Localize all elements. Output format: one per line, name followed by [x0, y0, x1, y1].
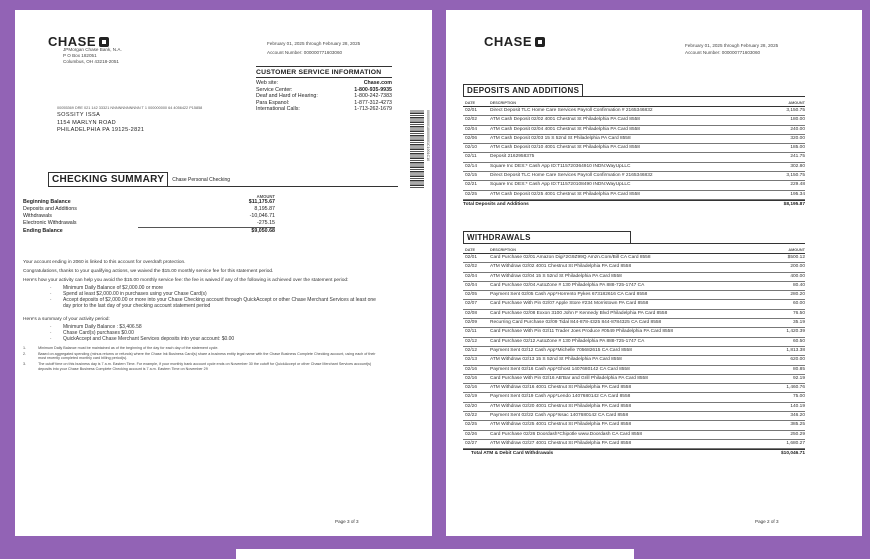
- checking-summary-table: [23, 194, 275, 235]
- table-row: [463, 263, 805, 272]
- amount-cell: 140.19: [790, 403, 805, 409]
- description-cell: Direct Deposit TLC Home Care Services Payroll Confirmation # 2165346832: [490, 108, 653, 113]
- chase-logo: [484, 34, 545, 49]
- table-row: [463, 282, 805, 291]
- amount-column-header: AMOUNT: [256, 194, 275, 199]
- footnote: [23, 352, 383, 361]
- date-cell: 02/05: [465, 292, 478, 298]
- summary-label: Deposits and Additions: [23, 206, 77, 212]
- statement-period: February 01, 2025 through February 28, 2025: [685, 43, 779, 48]
- csi-value: 1-713-262-1679: [354, 106, 392, 113]
- withdrawal-rows: [463, 254, 805, 449]
- description-header: DESCRIPTION: [490, 101, 516, 105]
- csi-value: 1-800-935-9935: [354, 86, 392, 93]
- amount-cell: 92.19: [792, 375, 805, 381]
- description-cell: Card Purchase With Pin 02/11 Trader Joes Produce #0549 Philadelphia PA Card 8558: [490, 329, 674, 335]
- bank-address-line: P O Box 182051: [63, 53, 97, 58]
- fee-waiver-note: Congratulations, thanks to your qualifying actions, we waived the $15.00 monthly service fee for this statement period.: [23, 269, 274, 275]
- date-cell: 02/19: [465, 394, 478, 400]
- avoid-fee-item: · Accept deposits of $2,000.00 or more into your Chase Checking account through QuickAccept or other Chase Merchant Services at least one day prior to the last day of your checking account statement period: [63, 297, 383, 309]
- table-row: [463, 328, 805, 337]
- total-value: $8,195.87: [783, 201, 805, 207]
- date-cell: 02/21: [465, 182, 478, 188]
- description-cell: ATM Cash Deposit 02/10 4001 Chestnut St Philadelphia PA Card 8558: [490, 145, 640, 151]
- checking-summary-title: CHECKING SUMMARY: [48, 172, 168, 187]
- statement-page-3: [15, 10, 432, 536]
- page-number: Page 2 of 3: [755, 519, 779, 524]
- amount-cell: 60.50: [792, 338, 805, 344]
- date-cell: 02/25: [465, 422, 478, 428]
- amount-cell: 280.20: [790, 292, 805, 298]
- amount-cell: 620.00: [790, 357, 805, 363]
- summary-label: Electronic Withdrawals: [23, 220, 77, 226]
- table-row: [463, 338, 805, 347]
- description-cell: Card Purchase 02/26 Doordash*Chipotle www.Doordash CA Card 8558: [490, 431, 642, 437]
- table-row: [463, 144, 805, 153]
- date-cell: 02/09: [465, 320, 478, 326]
- barcode-number: 00000000180000001C1001C10: [426, 110, 430, 162]
- amount-cell: 3,150.75: [786, 108, 805, 113]
- activity-item: · Minimum Daily Balance : $3,406.58: [63, 324, 383, 330]
- checking-summary-header: [48, 172, 398, 187]
- footnote-text: The cutoff time on this business day is 7 a.m. Eastern Time. For example, if your monthly bank account cycle ends on November 30 the cutoff for QuickAccept or other Chase Merchant Services account(s) deposits into your Chase Business Complete Checking account is 7 a.m. Eastern Time on November 29: [38, 362, 372, 371]
- bank-address-line: Columbus, OH 43218-2051: [63, 59, 119, 64]
- amount-cell: 185.00: [790, 145, 805, 151]
- activity-item: · Chase Card(s) purchases $0.00: [63, 330, 383, 336]
- avoid-fee-item: · Minimum Daily Balance of $2,000.00 or more: [63, 285, 383, 291]
- table-row: [463, 393, 805, 402]
- date-cell: 02/26: [465, 431, 478, 437]
- table-row: [463, 107, 805, 116]
- barcode: [410, 110, 424, 188]
- summary-value: $9,050.68: [251, 228, 275, 234]
- description-cell: Payment Sent 02/05 Cash App*Horrento Pykes 673182616 CA Card 8558: [490, 292, 648, 298]
- table-row: [463, 384, 805, 393]
- table-row: [463, 181, 805, 190]
- description-cell: ATM Cash Deposit 02/03 15 S 52nd St Philadelphia PA Card 8558: [490, 135, 631, 141]
- table-header: [463, 247, 805, 254]
- page-number: Page 3 of 3: [335, 519, 359, 524]
- total-label: Total Deposits and Additions: [463, 201, 529, 207]
- description-cell: Payment Sent 02/16 Cash App*Ghost 1407680142 CA Card 8558: [490, 366, 630, 372]
- date-cell: 02/16: [465, 375, 478, 381]
- date-cell: 02/25: [465, 191, 478, 197]
- date-header: DATE: [465, 248, 476, 252]
- table-row: [463, 126, 805, 135]
- footnote: [23, 362, 383, 371]
- date-cell: 02/01: [465, 255, 478, 260]
- table-row: [463, 375, 805, 384]
- amount-cell: 346.20: [790, 413, 805, 419]
- customer-service-title: CUSTOMER SERVICE INFORMATION: [256, 67, 392, 78]
- date-cell: 02/04: [465, 273, 478, 279]
- date-cell: 02/04: [465, 282, 478, 288]
- withdrawals-table: [463, 247, 805, 457]
- table-row: [463, 191, 805, 200]
- footnote-text: Minimum Daily Balance must be maintained as of the beginning of the day for each day of the statement cycle.: [38, 346, 219, 351]
- amount-cell: 1,680.27: [786, 440, 805, 446]
- account-number: Account Number: 000000771603060: [267, 50, 343, 55]
- date-cell: 02/11: [465, 154, 477, 160]
- csi-label: International Calls:: [256, 106, 300, 113]
- description-cell: Payment Sent 02/19 Cash App*Lendo 1407680142 CA Card 8558: [490, 394, 631, 400]
- statement-period-header: [267, 40, 360, 56]
- amount-cell: 200.00: [790, 264, 805, 270]
- chase-wordmark: CHASE: [48, 34, 97, 49]
- amount-cell: 250.29: [790, 431, 805, 437]
- table-row: [463, 431, 805, 440]
- date-cell: 02/16: [465, 385, 478, 391]
- total-label: Total ATM & Debit Card Withdrawals: [471, 451, 554, 457]
- header-rule: [631, 243, 805, 244]
- amount-cell: 1,420.39: [786, 329, 805, 335]
- description-cell: ATM Withdraw 02/13 15 S 52nd St Philadelphia PA Card 8558: [490, 357, 622, 363]
- summary-label: Beginning Balance: [23, 199, 71, 205]
- amount-cell: 385.25: [790, 422, 805, 428]
- customer-name: SOSSITY ISSA: [57, 112, 101, 118]
- description-cell: ATM Cash Deposit 02/02 4001 Chestnut St Philadelphia PA Card 8558: [490, 117, 640, 123]
- amount-cell: 400.00: [790, 273, 805, 279]
- amount-cell: 240.00: [790, 126, 805, 132]
- date-cell: 02/02: [465, 117, 478, 123]
- table-row: [463, 135, 805, 144]
- bank-address-line: JPMorgan Chase Bank, N.A.: [63, 47, 122, 52]
- description-cell: ATM Withdraw 02/02 4001 Chestnut St Philadelphia PA Card 8558: [490, 264, 632, 270]
- date-cell: 02/12: [465, 347, 478, 353]
- avoid-fee-item: · Spend at least $2,000.00 in purchases using your Chase Card(s): [63, 291, 383, 297]
- activity-item: · QuickAccept and Chase Merchant Services deposits into your account: $0.00: [63, 336, 383, 342]
- table-row: [463, 116, 805, 125]
- description-cell: ATM Cash Deposit 02/25 4001 Chestnut St Philadelphia PA Card 8558: [490, 191, 640, 197]
- amount-cell: 75.00: [792, 394, 805, 400]
- table-row: [463, 291, 805, 300]
- footnotes: [23, 346, 383, 371]
- deposits-total-row: [463, 200, 805, 208]
- table-row: [463, 347, 805, 356]
- chase-website-link[interactable]: Chase.com: [363, 80, 392, 86]
- avoid-fee-intro: Here's how your activity can help you avoid the $15.00 monthly service fee: the fee is waived if any of the following is achieved over the statement period:: [23, 278, 349, 284]
- avoid-fee-list: [23, 285, 383, 310]
- summary-value: 8,195.87: [254, 206, 275, 212]
- deposits-table: [463, 100, 805, 208]
- deposits-header: [463, 84, 805, 97]
- csi-label: Para Espanol:: [256, 99, 290, 106]
- csi-label: Web site:: [256, 80, 278, 86]
- overdraft-note: Your account ending in 2060 is linked to this account for overdraft protection.: [23, 260, 186, 265]
- description-cell: ATM Withdraw 02/27 4001 Chestnut St Philadelphia PA Card 8558: [490, 440, 632, 446]
- chase-wordmark: CHASE: [484, 34, 533, 49]
- summary-row: [23, 206, 275, 213]
- table-row: [463, 412, 805, 421]
- date-cell: 02/02: [465, 264, 478, 270]
- chase-octagon-icon: [99, 37, 109, 47]
- date-cell: 02/01: [465, 108, 478, 113]
- description-cell: ATM Cash Deposit 02/04 4001 Chestnut St Philadelphia PA Card 8558: [490, 126, 640, 132]
- description-cell: Deposit 2162958375: [490, 154, 535, 160]
- summary-label: Ending Balance: [23, 228, 63, 234]
- csi-value: 1-877-312-4273: [354, 99, 392, 106]
- date-cell: 02/11: [465, 329, 477, 335]
- summary-row: [23, 199, 275, 206]
- table-row: [463, 153, 805, 162]
- footnote-number: 3.: [23, 362, 27, 367]
- mail-code: 00055369 DRE 021 142 33321 NNNNNNNNNNN T 1 000000000 64 4056422 P15858: [57, 106, 203, 110]
- deposit-rows: [463, 107, 805, 200]
- statement-page-2: [446, 10, 862, 536]
- summary-row: [23, 228, 275, 235]
- summary-value: -10,046.71: [249, 213, 275, 219]
- withdrawals-total-row: [463, 449, 805, 457]
- description-cell: ATM Withdraw 02/20 4001 Chestnut St Philadelphia PA Card 8558: [490, 403, 632, 409]
- amount-cell: 80.40: [792, 282, 805, 288]
- csi-label: Deaf and Hard of Hearing:: [256, 93, 318, 100]
- statement-notices: [23, 260, 383, 372]
- account-type: Chase Personal Checking: [168, 177, 398, 187]
- amount-cell: 35.19: [792, 320, 805, 326]
- table-row: [463, 440, 805, 449]
- amount-cell: 3,150.75: [786, 173, 805, 179]
- date-cell: 02/13: [465, 357, 478, 363]
- summary-row: [23, 220, 275, 227]
- description-cell: Recurring Card Purchase 02/09 Tidal 844-878-4325 844-8784325 CA Card 8558: [490, 320, 662, 326]
- amount-cell: 1,813.38: [786, 347, 805, 353]
- header-rule: [583, 96, 805, 97]
- table-row: [463, 421, 805, 430]
- amount-cell: 60.00: [792, 301, 805, 307]
- csi-row: [256, 80, 392, 87]
- table-row: [463, 366, 805, 375]
- amount-cell: 80.85: [792, 366, 805, 372]
- table-row: [463, 310, 805, 319]
- statement-period-header: [685, 42, 778, 56]
- table-row: [463, 254, 805, 263]
- date-cell: 02/22: [465, 413, 478, 419]
- bank-address: [63, 47, 122, 65]
- table-row: [463, 300, 805, 309]
- description-cell: Direct Deposit TLC Home Care Services Payroll Confirmation # 2165346832: [490, 173, 653, 179]
- statement-period: February 01, 2025 through February 28, 2025: [267, 41, 361, 46]
- date-cell: 02/12: [465, 338, 478, 344]
- date-cell: 02/07: [465, 301, 478, 307]
- summary-row: [23, 213, 275, 220]
- deposits-title: DEPOSITS AND ADDITIONS: [463, 84, 583, 97]
- date-cell: 02/20: [465, 403, 478, 409]
- table-header: [463, 100, 805, 107]
- customer-city: PHILADELPHIA PA 19125-2821: [57, 127, 145, 133]
- activity-list: [23, 324, 383, 343]
- description-cell: Card Purchase 02/04 AutoZone # 130 Philadelphia PA 888-725-1747 CA: [490, 282, 645, 288]
- description-cell: ATM Withdraw 02/04 15 S 52nd St Philadelphia PA Card 8558: [490, 273, 622, 279]
- amount-cell: 241.75: [790, 154, 805, 160]
- csi-value: 1-800-242-7383: [354, 93, 392, 100]
- description-cell: Card Purchase 02/08 Exxon 3100 John F Kennedy Blvd Philadelphia PA Card 8558: [490, 310, 668, 316]
- description-cell: Square Inc DES:* Cash App ID:T115720364910 INDN:WayUpLLC: [490, 163, 631, 169]
- customer-street: 1154 MARLYN ROAD: [57, 120, 116, 126]
- description-cell: ATM Withdraw 02/25 4001 Chestnut St Philadelphia PA Card 8558: [490, 422, 632, 428]
- footnote: [23, 346, 383, 351]
- next-page-edge: [236, 549, 634, 559]
- amount-cell: $500.12: [787, 255, 805, 260]
- csi-label: Service Center:: [256, 86, 293, 93]
- amount-header: AMOUNT: [788, 101, 805, 105]
- summary-value: -275.15: [257, 220, 275, 226]
- summary-label: Withdrawals: [23, 213, 52, 219]
- amount-cell: 1,460.76: [786, 385, 805, 391]
- amount-cell: 229.48: [790, 182, 805, 188]
- activity-intro: Here's a summary of your activity period:: [23, 317, 110, 323]
- date-header: DATE: [465, 101, 476, 105]
- date-cell: 02/16: [465, 366, 478, 372]
- csi-row: [256, 87, 392, 94]
- date-cell: 02/27: [465, 440, 478, 446]
- amount-cell: 180.00: [790, 117, 805, 123]
- customer-address-block: [57, 106, 297, 134]
- description-cell: Card Purchase 02/12 AutoZone # 130 Philadelphia PA 888-725-1747 CA: [490, 338, 645, 344]
- date-cell: 02/06: [465, 135, 478, 141]
- footnote-number: 2.: [23, 351, 27, 356]
- chase-octagon-icon: [535, 37, 545, 47]
- description-cell: Card Purchase With Pin 02/07 Apple Store #234 Morristown PA Card 8558: [490, 301, 649, 307]
- withdrawals-title: WITHDRAWALS: [463, 231, 631, 244]
- table-row: [463, 319, 805, 328]
- description-cell: Card Purchase 02/01 Amazon Digi*2G9Z99Q Amzn.Com/Bill CA Card 8558: [490, 255, 651, 260]
- amount-cell: 302.80: [790, 163, 805, 169]
- account-number: Account Number: 000000771603060: [685, 50, 761, 55]
- table-row: [463, 403, 805, 412]
- total-value: $10,046.71: [780, 451, 805, 457]
- withdrawals-header: [463, 231, 805, 244]
- summary-value: $11,175.67: [248, 199, 275, 205]
- footnote-text: Based on aggregated spending (minus returns or refunds) where the Chase Ink Business Card(s) share a business entity legal name with the Chase Business Complete Checking account, using each of their most recently completed monthly card billing period(s).: [38, 351, 376, 361]
- date-cell: 02/15: [465, 173, 478, 179]
- date-cell: 02/04: [465, 126, 478, 132]
- table-row: [463, 273, 805, 282]
- footnote-number: 1.: [23, 346, 27, 351]
- description-cell: Payment Sent 02/12 Cash App*Michelle 705682615 CA Card 8558: [490, 347, 632, 353]
- date-cell: 02/10: [465, 145, 478, 151]
- csi-row: [256, 93, 392, 100]
- amount-cell: 76.50: [792, 310, 805, 316]
- date-cell: 02/14: [465, 163, 478, 169]
- description-cell: Payment Sent 02/22 Cash App*Issac 1407680142 CA Card 8558: [490, 413, 629, 419]
- description-cell: Square Inc DES:* Cash App ID:T115720108490 INDN:WayUpLLC: [490, 182, 631, 188]
- description-header: DESCRIPTION: [490, 248, 516, 252]
- description-cell: Card Purchase With Pin 02/16 AB'Bar and Grill Philadelphia PA Card 8558: [490, 375, 648, 381]
- table-row: [463, 356, 805, 365]
- description-cell: ATM Withdraw 02/16 4001 Chestnut St Philadelphia PA Card 8558: [490, 385, 632, 391]
- amount-header: AMOUNT: [788, 248, 805, 252]
- amount-cell: 320.00: [790, 135, 805, 141]
- amount-cell: 195.34: [790, 191, 805, 197]
- date-cell: 02/08: [465, 310, 478, 316]
- table-row: [463, 163, 805, 172]
- table-row: [463, 172, 805, 181]
